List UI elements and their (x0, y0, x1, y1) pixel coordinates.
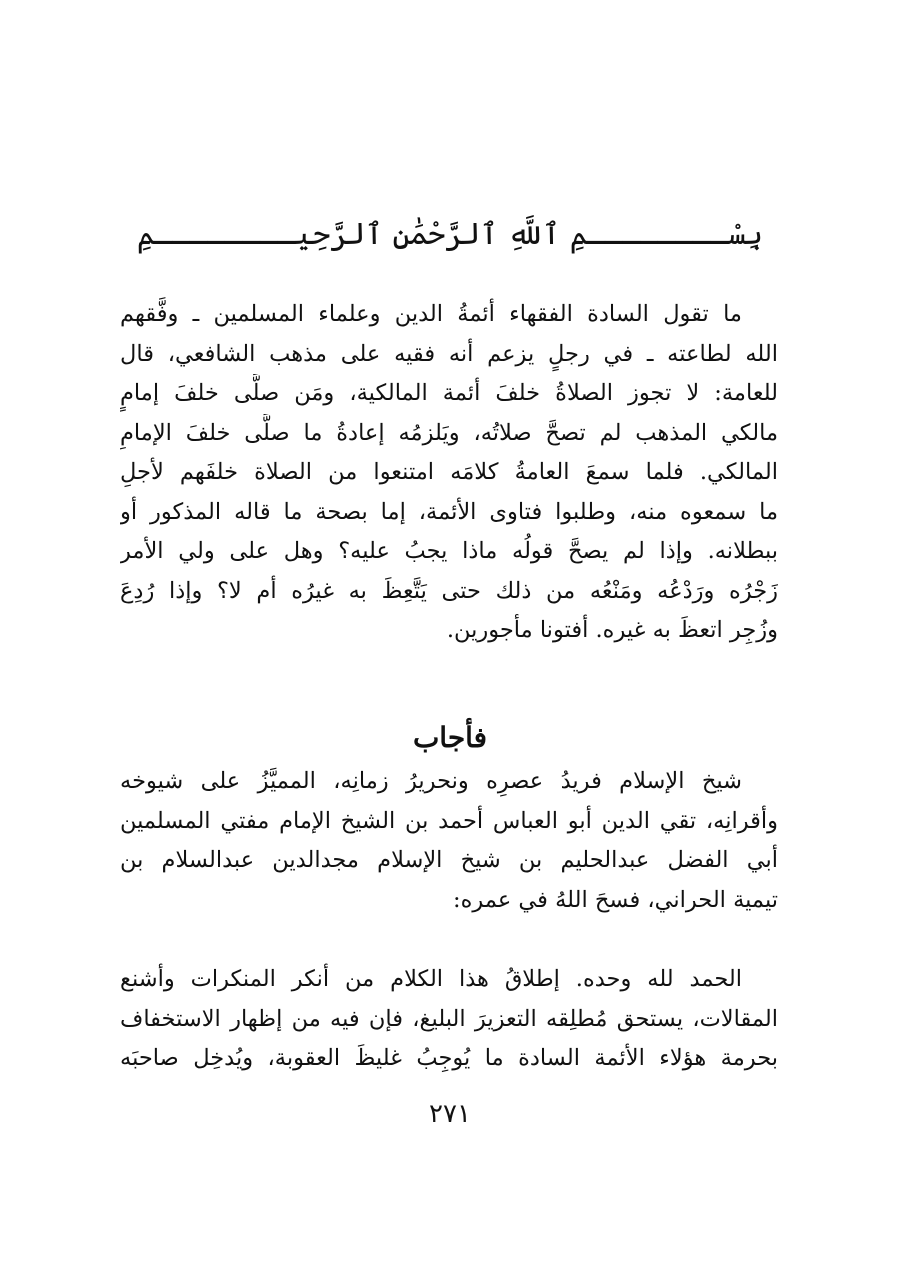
answer-heading: فأجاب (412, 721, 488, 754)
question-line: زَجْرُه ورَدْعُه ومَنْعُه من ذلك حتى يَتَّعِظَ به غيرُه أم لا؟ وإذا رُدِعَ (120, 577, 778, 604)
answer-body-line: بحرمة هؤلاء الأئمة السادة ما يُوجِبُ غليظَ العقوبة، ويُدخِل صاحبَه (120, 1045, 778, 1071)
answer-intro-line: تيمية الحراني، فسحَ اللهُ في عمره: (453, 886, 778, 913)
question-line: ما سمعوه منه، وطلبوا فتاوى الأئمة، إما بصحة ما قاله المذكور أو (120, 498, 778, 525)
question-line: المالكي. فلما سمعَ العامةُ كلامَه امتنعوا من الصلاة خلفَهم لأجلِ (120, 459, 778, 485)
question-paragraph (120, 295, 778, 651)
question-line: ما تقول السادة الفقهاء أئمةُ الدين وعلماء المسلمين ـ وفَّقهم (120, 301, 742, 327)
answer-intro-line: أبي الفضل عبدالحليم بن شيخ الإسلام مجدالدين عبدالسلام بن (120, 847, 778, 873)
answer-body-line: المقالات، يستحق مُطلِقه التعزيرَ البليغ، فإن فيه من إظهار الاستخفاف (120, 1005, 778, 1032)
question-line: الله لطاعته ـ في رجلٍ يزعم أنه فقيه على مذهب الشافعي، قال (120, 340, 778, 367)
answer-body-paragraph (120, 960, 778, 1079)
answer-intro-paragraph (120, 762, 778, 920)
answer-intro-line: وأقرانِه، تقي الدين أبو العباس أحمد بن الشيخ الإمام مفتي المسلمين (120, 807, 778, 834)
question-line: للعامة: لا تجوز الصلاةُ خلفَ أئمة المالكية، ومَن صلَّى خلفَ إمامٍ (120, 380, 778, 406)
question-line: وزُجِر اتعظَ به غيره. أفتونا مأجورين. (446, 617, 778, 643)
answer-intro-line: شيخ الإسلام فريدُ عصرِه ونحريرُ زمانِه، المميَّزُ على شيوخه (120, 768, 742, 794)
page-number: ٢٧١ (429, 1099, 471, 1129)
question-line: مالكي المذهب لم تصحَّ صلاتُه، ويَلزمُه إعادةُ ما صلَّى خلفَ الإمامِ (120, 419, 778, 446)
basmala-heading: بِسْــــــــمِ ٱللَّهِ ٱلرَّحْمَٰنِ ٱلرَّحِيــــــــمِ (136, 217, 764, 252)
answer-body-line: الحمد لله وحده. إطلاقُ هذا الكلام من أنكر المنكرات وأشنع (120, 966, 742, 992)
question-line: ببطلانه. وإذا لم يصحَّ قولُه ماذا يجبُ عليه؟ وهل على ولي الأمر (120, 538, 778, 564)
